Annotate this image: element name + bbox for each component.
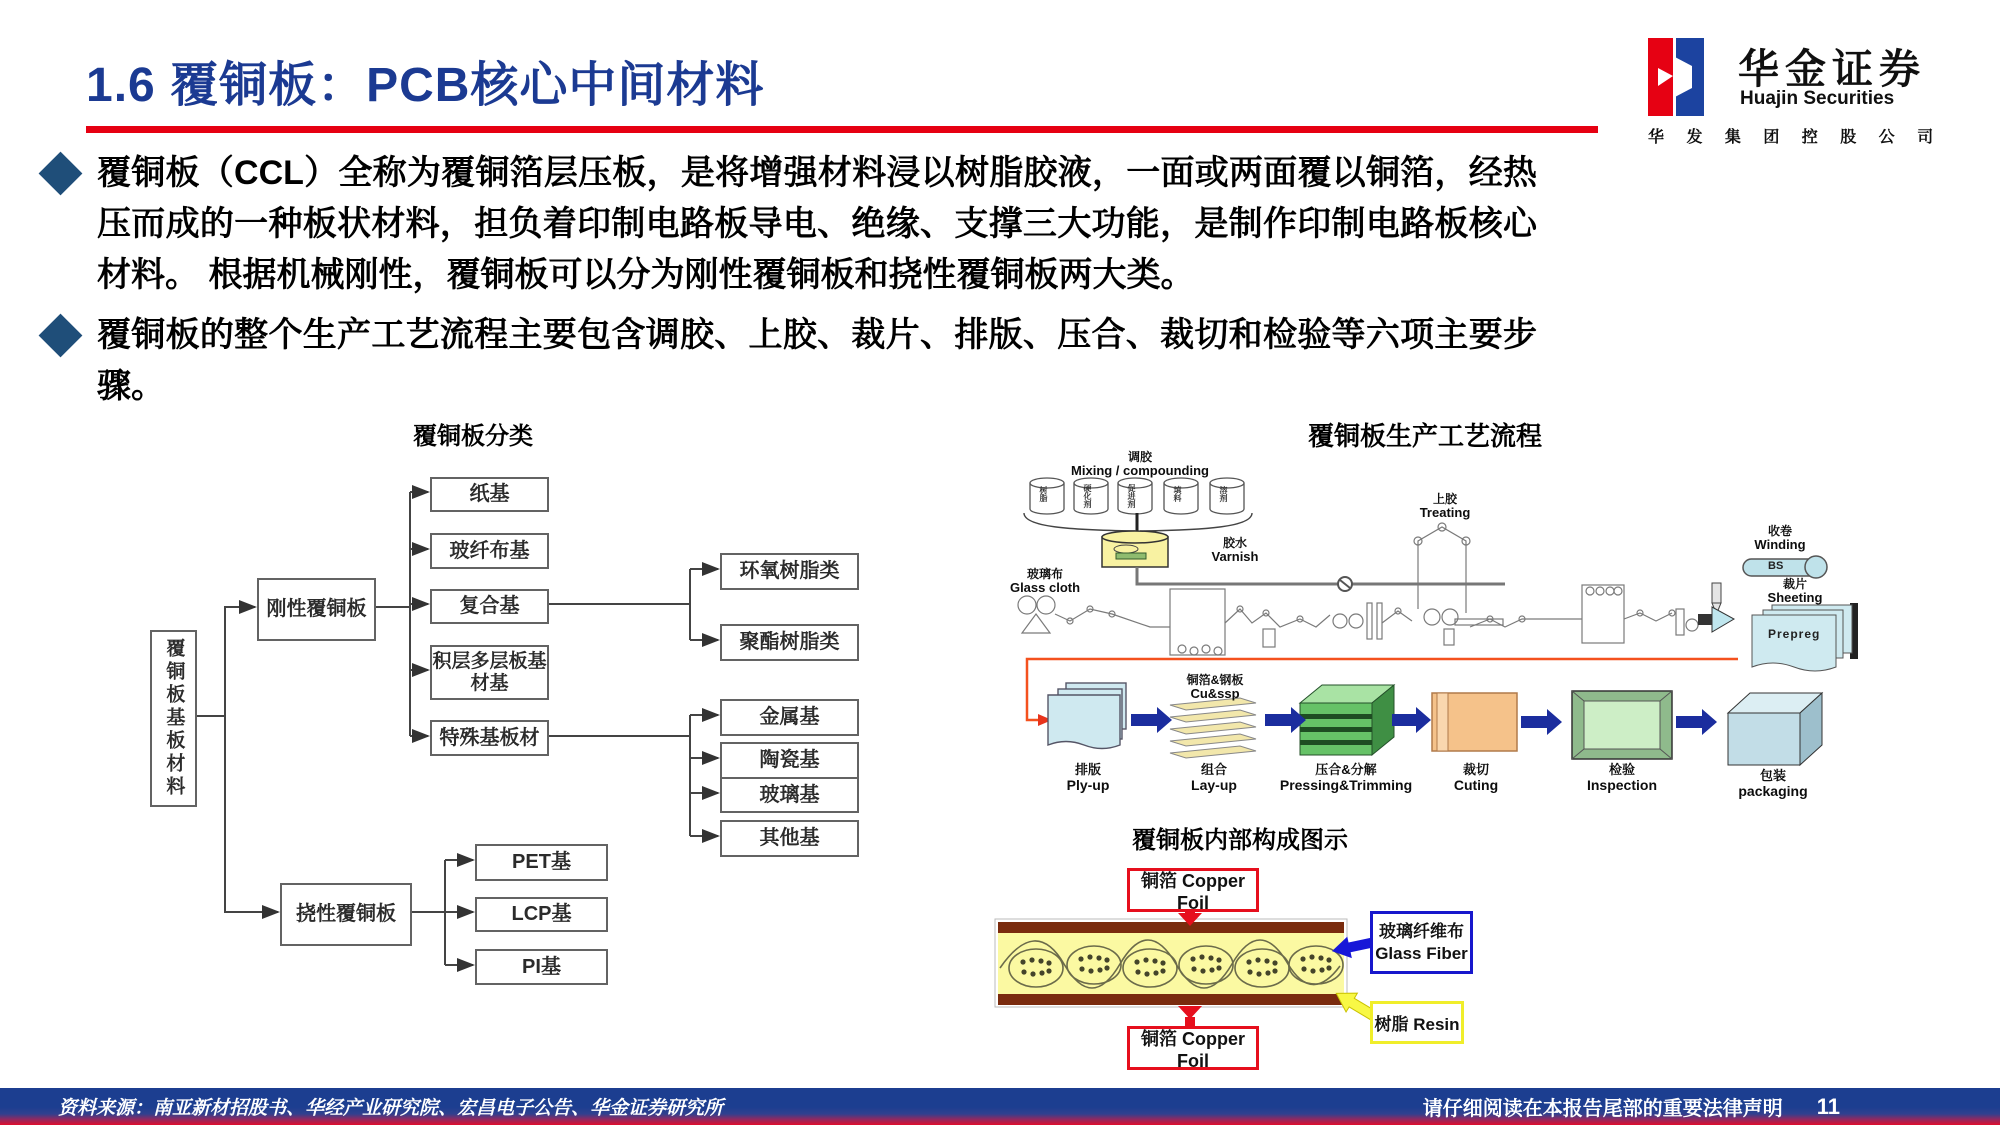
logo-name-cn: 华金证券 bbox=[1738, 46, 1926, 92]
diamond-bullet-icon bbox=[39, 314, 83, 358]
title-underline bbox=[86, 126, 1598, 133]
tree-node-pet: PET基 bbox=[475, 844, 608, 881]
sheeting-label: 裁片 Sheeting bbox=[1767, 577, 1823, 606]
internal-structure-diagram bbox=[990, 818, 1890, 1086]
logo-group-line: 华 发 集 团 控 股 公 司 bbox=[1648, 129, 1943, 146]
page-title: 1.6 覆铜板：PCB核心中间材料 bbox=[86, 59, 765, 112]
process-flow-diagram bbox=[1000, 413, 1885, 813]
tree-node-glass: 玻璃基 bbox=[720, 777, 859, 813]
tank-label-resin: 树脂 bbox=[1039, 486, 1048, 502]
tree-node-rigid: 刚性覆铜板 bbox=[257, 578, 376, 641]
step-label-packaging: 包装 packaging bbox=[1738, 768, 1808, 799]
bullet-item-1 bbox=[45, 148, 1537, 301]
tree-node-laminate: 积层多层板基材基 bbox=[430, 645, 549, 700]
step-label-layup: 组合 Lay-up bbox=[1191, 762, 1237, 793]
winding-label: 收卷 Winding bbox=[1754, 524, 1806, 553]
varnish-label: 胶水 Varnish bbox=[1211, 536, 1259, 565]
tree-node-paper: 纸基 bbox=[430, 477, 549, 512]
tank-label-filler: 填料 bbox=[1173, 486, 1182, 502]
tree-node-flex: 挠性覆铜板 bbox=[280, 883, 412, 946]
tree-node-special: 特殊基板材 bbox=[430, 720, 549, 756]
step-label-cutting: 裁切 Cuting bbox=[1453, 762, 1499, 793]
step-label-plyup: 排版 Ply-up bbox=[1066, 762, 1110, 793]
prepreg-label: Prepreg bbox=[1768, 627, 1821, 641]
footer-source: 资料来源：南亚新材招股书、华经产业研究院、宏昌电子公告、华金证券研究所 bbox=[58, 1098, 724, 1119]
classification-diagram bbox=[100, 410, 890, 1010]
tree-node-metal: 金属基 bbox=[720, 699, 859, 736]
treating-label: 上胶 Treating bbox=[1419, 492, 1471, 521]
tree-node-other: 其他基 bbox=[720, 820, 859, 857]
copper-foil-bottom-callout: 铜箔 Copper Foil bbox=[1127, 1026, 1259, 1070]
cussp-label: 铜箔&钢板 Cu&ssp bbox=[1186, 673, 1244, 702]
logo-name-en: Huajin Securities bbox=[1740, 88, 1895, 109]
tree-node-ceramic: 陶瓷基 bbox=[720, 742, 859, 779]
tree-node-composite: 复合基 bbox=[430, 589, 549, 624]
tree-node-epoxy: 环氧树脂类 bbox=[720, 553, 859, 590]
tree-node-pi: PI基 bbox=[475, 949, 608, 985]
diamond-bullet-icon bbox=[39, 152, 83, 196]
tank-label-promoter: 促进剂 bbox=[1127, 484, 1136, 508]
footer-right bbox=[1423, 1092, 1840, 1121]
glass-cloth-label: 玻璃布 Glass cloth bbox=[1009, 567, 1081, 596]
huajin-logo bbox=[1648, 36, 1968, 156]
bs-roll-label: BS bbox=[1768, 560, 1784, 572]
tree-node-root: 覆铜板基板材料 bbox=[150, 630, 197, 807]
step-label-inspection: 检验 Inspection bbox=[1586, 762, 1657, 793]
bullet-list bbox=[45, 148, 1537, 421]
tree-node-polyester: 聚酯树脂类 bbox=[720, 624, 859, 661]
bullet-item-2 bbox=[45, 310, 1537, 412]
footer-bar bbox=[0, 1088, 2000, 1125]
tree-node-lcp: LCP基 bbox=[475, 897, 608, 932]
step-label-pressing: 压合&分解 Pressing&Trimming bbox=[1279, 762, 1413, 793]
mixing-label: 调胶 Mixing / compounding bbox=[1071, 450, 1209, 479]
bullet-text-1: 覆铜板（CCL）全称为覆铜箔层压板，是将增强材料浸以树脂胶液，一面或两面覆以铜箔，经热压而成的一种板状材料，担负着印制电路板导电、绝缘、支撑三大功能，是制作印制电路板核心材料。 根据机械刚性，覆铜板可以分为刚性覆铜板和挠性覆铜板两大类。 bbox=[97, 154, 1537, 294]
process-flow-title: 覆铜板生产工艺流程 bbox=[1307, 421, 1542, 451]
tank-label-hardener: 硬化剂 bbox=[1083, 484, 1092, 508]
page-number: 11 bbox=[1816, 1093, 1840, 1119]
tank-label-solvent: 溶剂 bbox=[1219, 486, 1228, 502]
classification-title: 覆铜板分类 bbox=[413, 423, 533, 450]
resin-callout: 树脂 Resin bbox=[1370, 1001, 1464, 1044]
bullet-text-2: 覆铜板的整个生产工艺流程主要包含调胶、上胶、裁片、排版、压合、裁切和检验等六项主要步骤。 bbox=[97, 316, 1537, 405]
glass-fiber-callout: 玻璃纤维布 Glass Fiber bbox=[1370, 911, 1473, 974]
copper-foil-top-callout: 铜箔 Copper Foil bbox=[1127, 868, 1259, 912]
footer-legal-notice: 请仔细阅读在本报告尾部的重要法律声明 bbox=[1422, 1098, 1783, 1120]
huajin-logo-icon bbox=[1648, 38, 1704, 116]
internal-structure-title: 覆铜板内部构成图示 bbox=[1132, 827, 1348, 854]
tree-node-glass-cloth: 玻纤布基 bbox=[430, 533, 549, 569]
